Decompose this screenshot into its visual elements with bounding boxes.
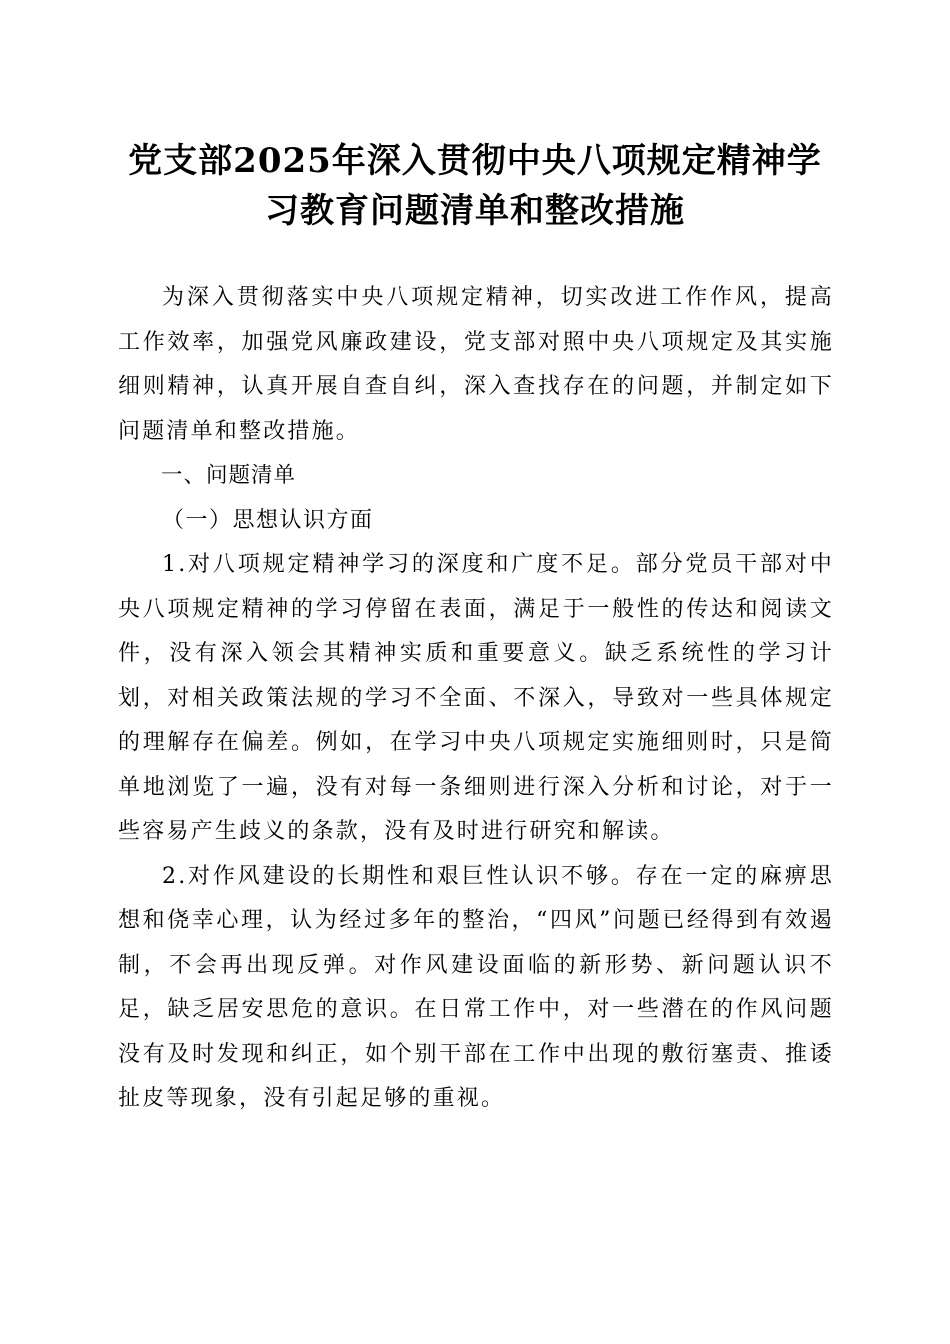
title-line-2: 习教育问题清单和整改措施 bbox=[265, 191, 685, 231]
problem-item-2: 2.对作风建设的长期性和艰巨性认识不够。存在一定的麻痹思想和侥幸心理，认为经过多年的整治，“四风”问题已经得到有效遏制，不会再出现反弹。对作风建设面临的新形势、新问题认识不足，缺乏居安思危的意识。在日常工作中，对一些潜在的作风问题没有及时发现和纠正，如个别干部在工作中出现的敷衍塞责、推诿扯皮等现象，没有引起足够的重视。 bbox=[118, 863, 834, 1111]
subsection-heading-ideology: （一）思想认识方面 bbox=[162, 507, 374, 533]
section-heading-problem-list: 一、问题清单 bbox=[161, 463, 297, 488]
document-title bbox=[80, 136, 870, 236]
problem-item-1: 1.对八项规定精神学习的深度和广度不足。部分党员干部对中央八项规定精神的学习停留在表面，满足于一般性的传达和阅读文件，没有深入领会其精神实质和重要意义。缺乏系统性的学习计划，对相关政策法规的学习不全面、不深入，导致对一些具体规定的理解存在偏差。例如，在学习中央八项规定实施细则时，只是简单地浏览了一遍，没有对每一条细则进行深入分析和讨论，对于一些容易产生歧义的条款，没有及时进行研究和解读。 bbox=[118, 552, 834, 844]
intro-paragraph: 为深入贯彻落实中央八项规定精神，切实改进工作作风，提高工作效率，加强党风廉政建设，党支部对照中央八项规定及其实施细则精神，认真开展自查自纠，深入查找存在的问题，并制定如下问题清单和整改措施。 bbox=[118, 285, 834, 444]
title-line-1: 党支部2025年深入贯彻中央八项规定精神学 bbox=[128, 141, 822, 181]
document-body bbox=[118, 276, 834, 1122]
